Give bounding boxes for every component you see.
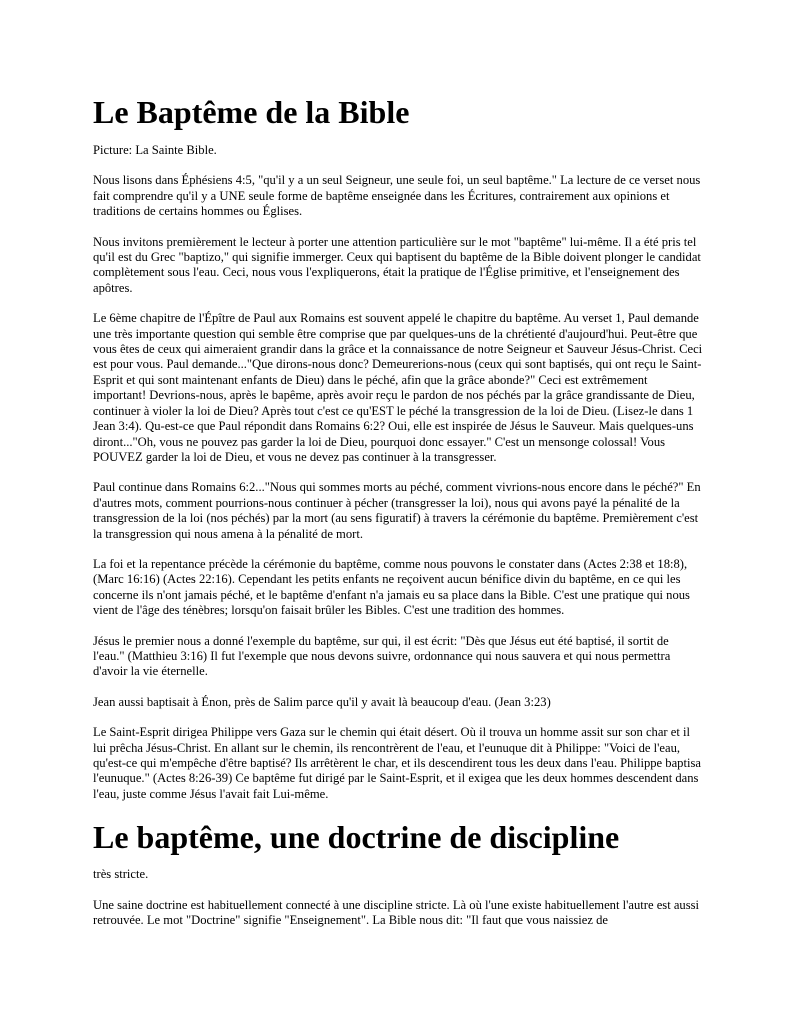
paragraph-foi-repentance: La foi et la repentance précède la cérémonie du baptême, comme nous pouvons le constater dans (Actes 2:38 et 18:8), (Marc 16:16) (Actes 22:16). Cependant les petits enfants ne reçoivent aucun bénifice divin du baptême, en ce qui les concerne ils n'ont jamais péché, et le baptême d'enfant n'a jamais eu sa place dans la Bible. C'est une pratique qui nous vient de l'âge des ténèbres; lorsqu'on faisait brûler les Bibles. C'est une tradition des hommes. xyxy=(93,556,690,618)
paragraph-jesus-exemple: Jésus le premier nous a donné l'exemple du baptême, sur qui, il est écrit: "Dès que Jésus eut été baptisé, il sortit de l'eau." (Matthieu 3:16) Il fut l'exemple que nous devons suivre, ordonnance qui nous sauvera et qui nous permettra d'avoir la vie éternelle. xyxy=(93,633,671,679)
page-title: Le Baptême de la Bible xyxy=(93,94,410,130)
document-page xyxy=(93,92,703,943)
paragraph-saine-doctrine: Une saine doctrine est habituellement connecté à une discipline stricte. Là où l'une existe habituellement l'autre est aussi retrouvée. Le mot "Doctrine" signifie "Enseignement". La Bible nous dit: "Il faut que vous naissiez de xyxy=(93,897,700,928)
paragraph-ephesiens: Nous lisons dans Éphésiens 4:5, "qu'il y a un seul Seigneur, une seule foi, un seul baptême." La lecture de ce verset nous fait comprendre qu'il y a UNE seule forme de baptême enseignée dans les Écritures, contrairement aux opinions et traditions de certains hommes ou Églises. xyxy=(93,173,701,219)
paragraph-jean-enon: Jean aussi baptisait à Énon, près de Salim parce qu'il y avait là beaucoup d'eau. (Jean 3:23) xyxy=(93,694,551,709)
paragraph-philippe-eunuque: Le Saint-Esprit dirigea Philippe vers Gaza sur le chemin qui était désert. Où il trouva un homme assit sur son char et il lui prêcha Jésus-Christ. En allant sur le chemin, ils rencontrèrent de l'eau, et l'eunuque dit à Philippe: "Voici de l'eau, qu'est-ce qui m'empêche d'être baptisé? Ils arrêtèrent le char, et ils descendirent tous les deux dans l'eau. Philippe baptisa l'eunuque." (Actes 8:26-39) Ce baptême fut dirigé par le Saint-Esprit, et il exigea que les deux hommes descendent dans l'eau, juste comme Jésus l'avait fait Lui-même. xyxy=(93,725,701,801)
picture-caption: Picture: La Sainte Bible. xyxy=(93,143,217,157)
paragraph-tres-stricte: très stricte. xyxy=(93,867,149,882)
paragraph-romains-6-2: Paul continue dans Romains 6:2..."Nous qui sommes morts au péché, comment vivrions-nous encore dans le péché?" En d'autres mots, comment pourrions-nous continuer à pécher (transgresser la loi), nous qui avons payé la pénalité de la transgression de la loi (nos péchés) par la mort (au sens figuratif) à travers la cérémonie du baptême. Premièrement c'est la transgression qui nous amena à la pénalité de mort. xyxy=(93,480,701,541)
section-heading-doctrine: Le baptême, une doctrine de discipline xyxy=(93,819,620,856)
paragraph-romains-6: Le 6ème chapitre de l'Épître de Paul aux Romains est souvent appelé le chapitre du baptême. Au verset 1, Paul demande une très importante question qui semble être comprise que par quelques-uns de la chrétienté d'aujourd'hui. Peut-être que vous êtes de ceux qui aimeraient grandir dans la grâce et la connaissance de notre Seigneur et Sauveur Jésus-Christ. Ceci est pour vous. Paul demande..."Que dirons-nous donc? Demeurerions-nous (ceux qui sont baptisés, qui ont reçu le Saint-Esprit et qui sont maintenant enfants de Dieu) dans le péché, afin que la grâce abonde?" Ceci est extrêmement important! Devrions-nous, après le bapême, après avoir reçu le pardon de nos péchés par la grâce grandissante de Dieu, continuer à violer la loi de Dieu? Après tout c'est ce qu'EST le péché la transgression de la loi de Dieu. (Lisez-le dans 1 Jean 3:4). Qu-est-ce que Paul répondit dans Romains 6:2? Oui, elle est inspirée de Jésus le Sauveur. Mais quelques-uns diront..."Oh, vous ne pouvez pas garder la loi de Dieu, pourquoi donc essayer." C'est un mensonge colossal! Vous POUVEZ garder la loi de Dieu, et vous ne devez pas continuer à la transgresser. xyxy=(93,311,703,464)
paragraph-baptizo: Nous invitons premièrement le lecteur à porter une attention particulière sur le mot "baptême" lui-même. Il a été pris tel qu'il est du Grec "baptizo," qui signifie immerger. Ceux qui baptisent du baptême de la Bible doivent plonger le candidat complètement sous l'eau. Ceci, nous vous l'expliquerons, était la pratique de l'Église primitive, et l'enseignement des apôtres. xyxy=(93,234,701,295)
